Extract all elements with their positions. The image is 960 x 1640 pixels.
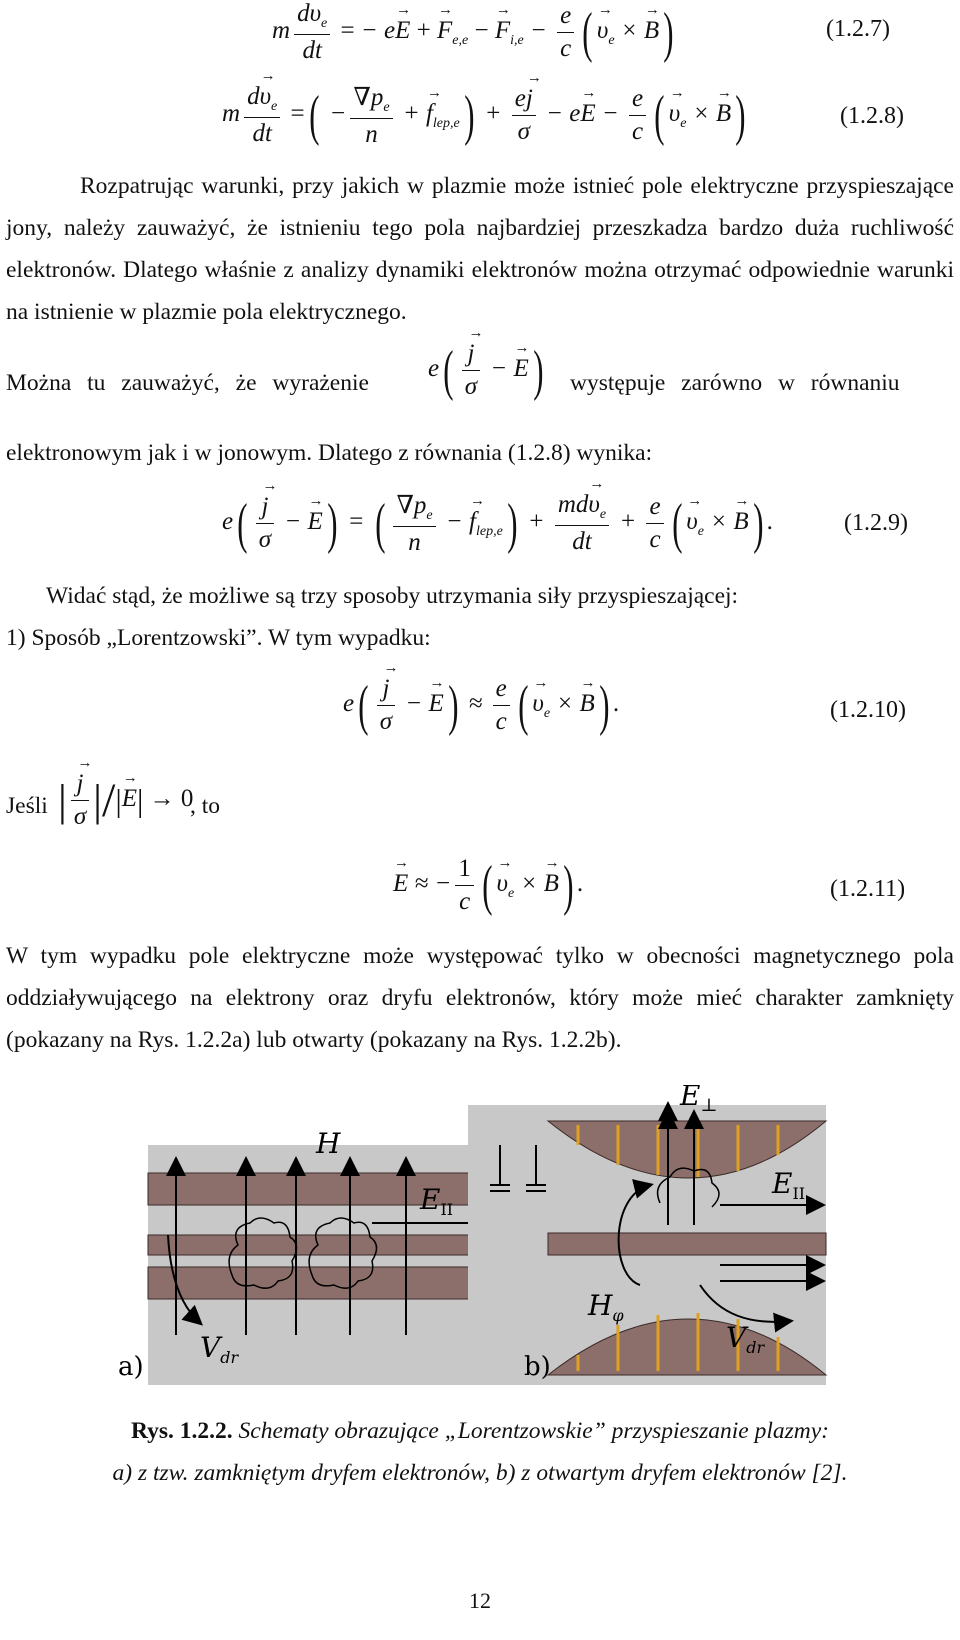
paragraph-line: 1) Sposób „Lorentzowski”. W tym wypadku: [6,625,431,651]
equation-1-2-9: e( → $\frac{j}{\sigma}$ − → E) = ( $\frac{\nabla p_e}{n}$ − → $f_{lep,e}$) + $\frac{md\to \upsilon_e}{dt}$ + $\frac{e}{c}$ (→ $\upsilon_e$ × → B) . [222,490,774,557]
equation-1-2-10: e( → $\frac{j}{\sigma}$ − → E) ≈ $\frac{e}{c}$ (→ $\upsilon_e$ × → B) . [343,675,620,736]
figure-lorentz-schemes [0,1085,960,1395]
page-number: 12 [469,1588,491,1613]
figure-caption [0,1410,960,1452]
label-E-perp: $E_\perp$ [680,1085,718,1116]
paragraph-line: , to [190,793,221,819]
inline-expression: | → $\frac{j}{\sigma}$ |/|→ E| → 0 [58,770,193,831]
paragraph-line: elektronowym jak i w jonowym. Dlatego z równania (1.2.8) wynika: [6,440,653,466]
paragraph: W tym wypadku pole elektryczne może występować tylko w obecności magnetycznego pola oddziaływującego na elektrony oraz dryfu elektronów, który może mieć charakter zamknięty (pokazany na Rys. 1.2.2a) lub otwarty (pokazany na Rys. 1.2.2b). [6,943,954,1053]
equation-number: (1.2.11) [830,876,906,902]
paragraph: Rozpatrując warunki, przy jakich w plazmie może istnieć pole elektryczne przyspieszające jony, należy zauważyć, że istnieniu tego pola najbardziej przeszkadza bardzo duża ruchliwość elektronów. Dlatego właśnie z analizy dynamiki elektronów można otrzymać odpowiednie warunki na istnienie w plazmie pola elektrycznego. [6,173,954,325]
label-E-parallel: $E_{II}$ [772,1167,806,1203]
label-Vdr: $V_{dr}$ [200,1331,239,1367]
equation-number: (1.2.7) [826,16,890,42]
caption-text: Schematy obrazujące „Lorentzowskie” przyspieszanie plazmy: [232,1418,830,1444]
electrode-bar [148,1235,506,1255]
electrode-bar [148,1267,506,1299]
label-a: a) [118,1352,144,1382]
figure-panel-a [118,1127,506,1385]
equation-1-2-8: m $\frac{d\to \upsilon_e}{dt}$ =( − $\frac{\nabla p_e}{n}$ + → $f_{lep,e}$) + $\frac{e\to j}{\sigma}$ − e→ E − $\frac{e}{c}$ (→ $\upsilon_e$ × → B) [222,82,750,149]
paragraph-line: Widać stąd, że możliwe są trzy sposoby utrzymania siły przyspieszającej: [46,583,739,609]
label-H: H [316,1127,341,1160]
central-rod [548,1233,826,1255]
equation-1-2-11: → E ≈ − $\frac{1}{c}$ (→ $\upsilon_e$ × → B) . [393,855,584,916]
label-E-parallel: $E_{II}$ [420,1183,454,1219]
figure-panel-b [468,1085,826,1385]
equation-1-2-7: m $\frac{d\to \upsilon_e}{dt}$ = − e→ E + → $F_{e,e}$ − → $F_{i,e}$ − $\frac{e}{c}$ (→ $\upsilon_e$ × → B) [272,0,678,65]
caption-label: Rys. 1.2.2. [130,1418,233,1444]
paragraph-line: Można tu zauważyć, że wyrażenie [6,370,369,396]
label-H-phi: $H_\varphi$ [588,1289,624,1325]
equation-number: (1.2.10) [830,697,906,723]
paragraph-line: występuje zarówno w równaniu [570,370,900,396]
paragraph-line: Jeśli [6,793,48,819]
label-b: b) [524,1352,551,1382]
inline-expression: e( → $\frac{j}{\sigma}$ − → E) [428,340,547,401]
figure-caption-line2: a) z tzw. zamkniętym dryfem elektronów, b) z otwartym dryfem elektronów [2]. [112,1460,848,1486]
equation-number: (1.2.9) [844,510,908,536]
label-Vdr: $V_{dr}$ [726,1321,765,1357]
equation-number: (1.2.8) [840,103,904,129]
